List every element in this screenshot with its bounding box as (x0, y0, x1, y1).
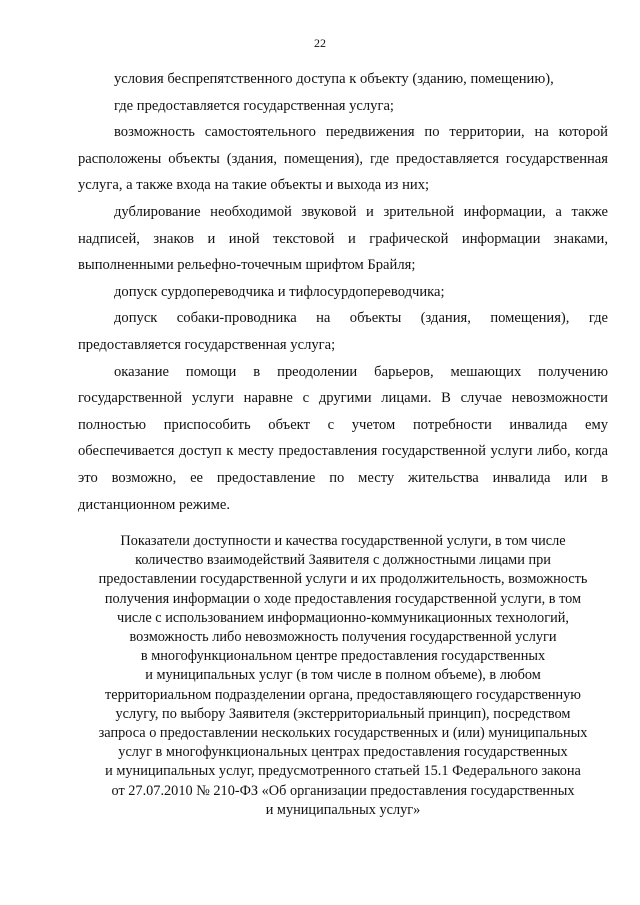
page-number: 22 (314, 36, 326, 50)
paragraph: возможность самостоятельного передвижения по территории, на которой расположены объекты (здания, помещения), где предоставляется государственная услуга, а также входа на такие объекты и выхода из них; (78, 124, 608, 194)
heading-line: Показатели доступности и качества государственной услуги, в том числе (120, 533, 566, 549)
heading-line: и муниципальных услуг» (265, 801, 421, 818)
paragraph: допуск сурдопереводчика и тифлосурдопереводчика; (114, 283, 445, 300)
heading-line: числе с использованием информационно-коммуникационных технологий, (117, 609, 569, 626)
paragraph: где предоставляется государственная услуга; (114, 97, 394, 114)
paragraph: допуск собаки-проводника на объекты (здания, помещения), где предоставляется государственная услуга; (78, 310, 608, 353)
heading-line: и муниципальных услуг, предусмотренного статьей 15.1 Федерального закона (105, 763, 581, 780)
heading-line: услугу, по выбору Заявителя (экстерриториальный принцип), посредством (115, 705, 571, 722)
heading-line: предоставлении государственной услуги и их продолжительность, возможность (98, 571, 588, 588)
heading-line: территориальном подразделении органа, предоставляющего государственную (105, 686, 581, 703)
heading-line: услуг в многофункциональных центрах предоставления государственных (118, 744, 568, 761)
section-heading (78, 532, 608, 820)
heading-line: количество взаимодействий Заявителя с должностными лицами при (135, 552, 551, 569)
heading-line: запроса о предоставлении нескольких государственных и (или) муниципальных (98, 725, 588, 742)
paragraph: оказание помощи в преодолении барьеров, мешающих получению государственной услуги наравне с другими лицами. В случае невозможности полностью приспособить объект с учетом потребности инвалида ему обеспечивается доступ к месту предоставления государственной услуги либо, когда это возможно, ее предоставление по месту жительства инвалида или в дистанционном режиме. (78, 363, 608, 513)
heading-line: от 27.07.2010 № 210-ФЗ «Об организации предоставления государственных (111, 782, 575, 799)
heading-line: возможность либо невозможность получения государственной услуги (129, 629, 557, 646)
paragraph: дублирование необходимой звуковой и зрительной информации, а также надписей, знаков и иной текстовой и графической информации знаками, выполненными рельефно-точечным шрифтом Брайля; (78, 203, 608, 274)
heading-line: в многофункциональном центре предоставления государственных (140, 648, 546, 665)
paragraph: условия беспрепятственного доступа к объекту (зданию, помещению), (114, 71, 554, 87)
heading-line: получения информации о ходе предоставления государственной услуги, в том (104, 590, 582, 607)
heading-line: и муниципальных услуг (в том числе в полном объеме), в любом (145, 667, 541, 684)
body-text (78, 66, 608, 518)
